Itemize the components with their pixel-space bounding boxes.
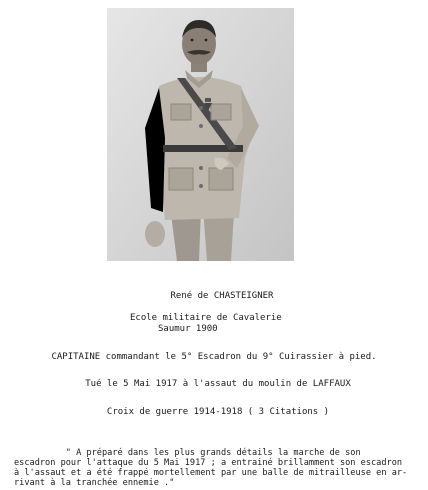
citation-text (14, 448, 424, 488)
name-line: René de CHASTEIGNER (170, 291, 274, 301)
portrait-illustration (107, 8, 294, 261)
citation-line: rivant à la tranchée ennemie ." (14, 478, 175, 488)
school-line: Ecole militaire de Cavalerie (130, 313, 282, 323)
citation-line: escadron pour l'attaque du 5 Mai 1917 ; a entrainé brillamment son escadron (14, 458, 403, 468)
citation-line: à l'assaut et a été frappé mortellement par une balle de mitrailleuse en ar- (14, 468, 408, 478)
award-line: Croix de guerre 1914-1918 ( 3 Citations ) (106, 407, 330, 417)
rank-line: CAPITAINE commandant le 5° Escadron du 9° Cuirassier à pied. (51, 352, 377, 362)
portrait-photograph (107, 8, 294, 261)
school-place-line: Saumur 1900 (158, 324, 218, 334)
death-line: Tué le 5 Mai 1917 à l'assaut du moulin de LAFFAUX (85, 379, 351, 389)
citation-line: " A préparé dans les plus grands détails la marche de son (14, 448, 361, 458)
